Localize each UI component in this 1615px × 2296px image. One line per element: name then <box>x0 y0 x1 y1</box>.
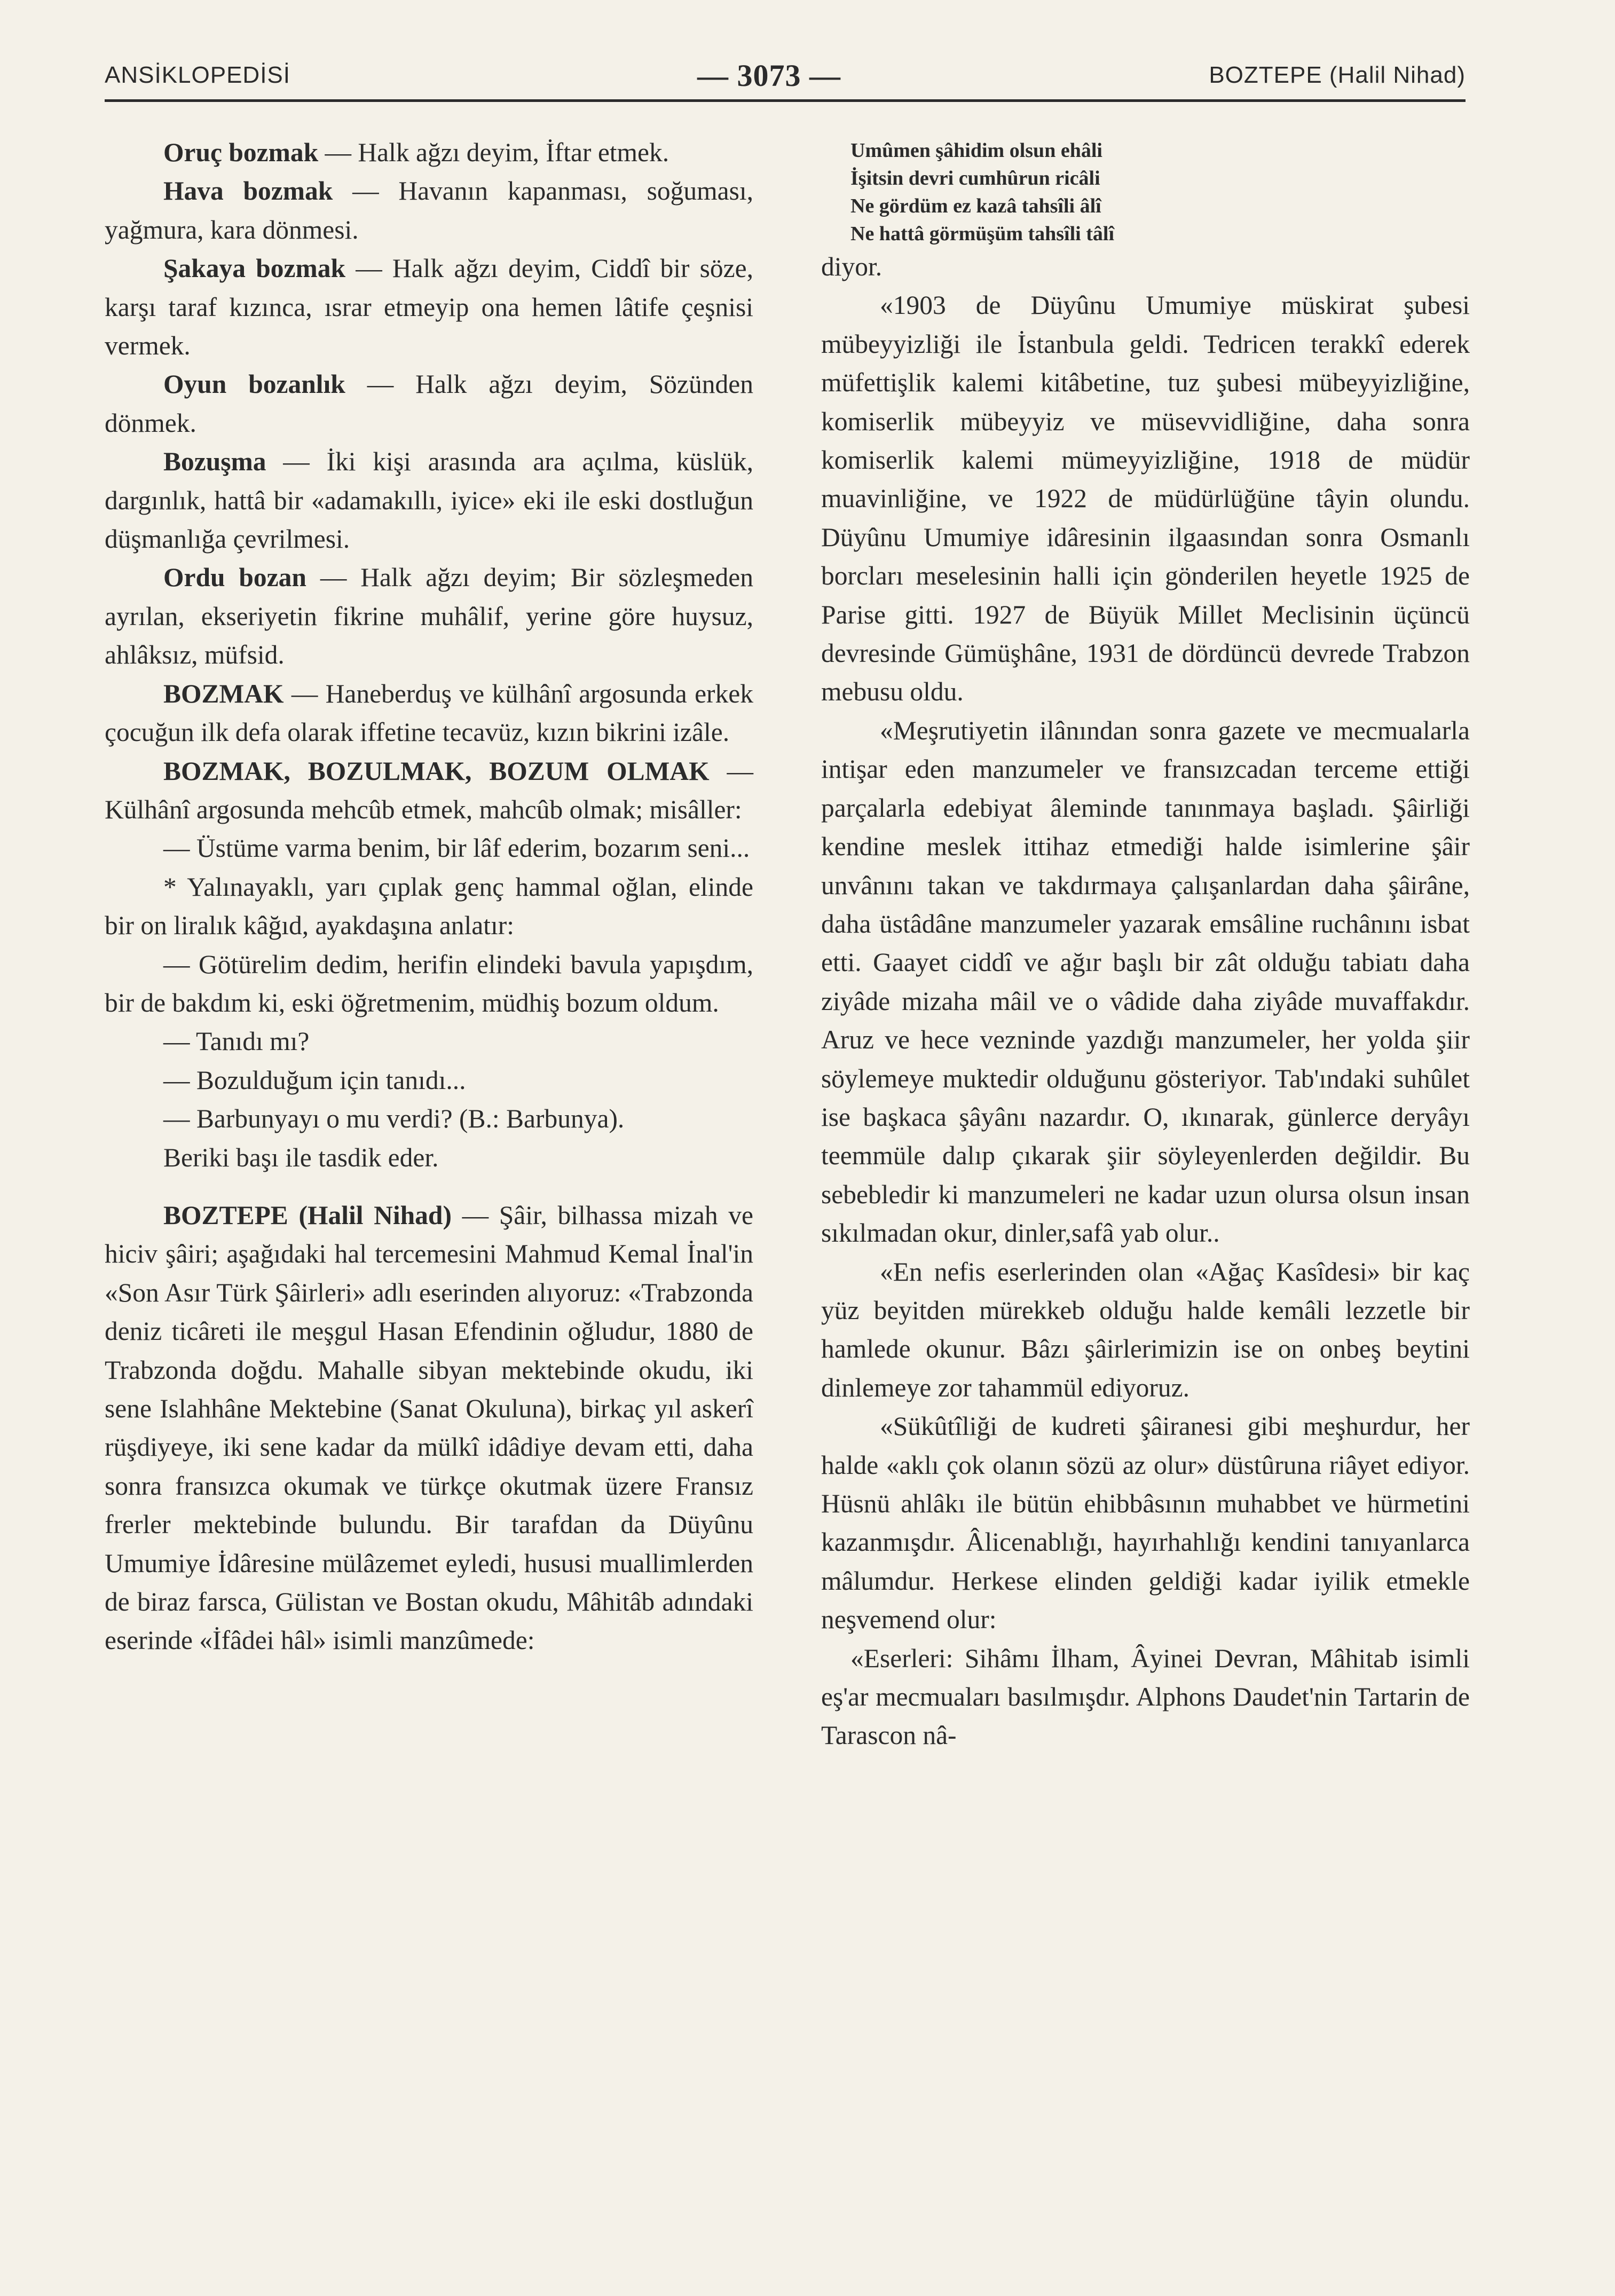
example-line: — Barbunyayı o mu verdi? (B.: Barbunya). <box>163 1104 625 1134</box>
example-line: — Bozulduğum için tanıdı... <box>163 1065 466 1095</box>
poem-line: Ne hattâ görmüşüm tahsîli tâlî <box>850 223 1114 245</box>
entry-text: — Halk ağzı deyim, Ciddî bir söze, karşı taraf kızınca, ısrar etmeyip ona hemen lâtife çeşnisi vermek. <box>105 254 754 361</box>
entry-text: — Halk ağzı deyim; Bir sözleşmeden ayrılan, ekseriyetin fikrine muhâlif, yerine göre huysuz, ahlâksız, müfsid. <box>105 563 753 670</box>
right-column <box>821 133 1470 1755</box>
entry-boztepe <box>105 1196 753 1660</box>
paragraph: «En nefis eserlerinden olan «Ağaç Kasîdesi» bir kaç yüz beyitden mürekkeb olduğu halde kemâli lezzetle bir hamlede okunur. Bâzı şâirlerimizin ise on onbeş beytini dinlemeye zor tahammül ediyoruz. <box>821 1257 1470 1402</box>
paragraph: «1903 de Düyûnu Umumiye müskirat şubesi mübeyyizliği ile İstanbula geldi. Tedricen terakkî ederek müfettişlik kalemi kitâbetine, tuz şubesi mübeyyizliğine, komiserlik mübeyyiz ve müsevvidliğine, daha sonra komiserlik kalemi mümeyyizliğine, 1918 de müdür muavinliğine, ve 1922 de müdürlüğüne tâyin olundu. Düyûnu Umumiye idâresinin ilgaasından sonra Osmanlı borcları meselesinin halli için gönderilen heyetle 1925 de Parise gitti. 1927 de Büyük Millet Meclisinin üçüncü devresinde Gümüşhâne, 1931 de dördüncü devrede Trabzon mebusu oldu. <box>821 290 1470 707</box>
example-line: — Götürelim dedim, herifin elindeki bavula yapışdım, bir de bakdım ki, eski öğretmenim, müdhiş bozum oldum. <box>105 949 753 1017</box>
paragraph: «Sükûtîliği de kudreti şâiranesi gibi meşhurdur, her halde «aklı çok olanın sözü az olur» düstûruna riâyet ediyor. Hüsnü ahlâkı ile bütün ehibbâsının muhabbet ve hürmetini kazanmışdır. Âlicenablığı, hayırhahlığı kendini tanıyanlarca mâlumdur. Herkese elinden geldiği kadar iyilik etmekle neşvemend olur: <box>821 1411 1470 1635</box>
entry-term: BOZTEPE (Halil Nihad) <box>163 1200 452 1230</box>
entry-term: Şakaya bozmak <box>163 254 346 283</box>
entry-bozmak <box>105 675 753 752</box>
page-number: — 3073 — <box>697 58 841 93</box>
poem-line: Umûmen şâhidim olsun ehâli <box>850 139 1102 162</box>
poem-line: Ne gördüm ez kazâ tahsîli âlî <box>850 195 1101 217</box>
spacer <box>105 1177 753 1196</box>
entry-term: Hava bozmak <box>163 176 333 206</box>
paragraph: diyor. <box>821 252 883 281</box>
header-entry: BOZTEPE (Halil Nihad) <box>1209 62 1466 88</box>
entry-text: — Külhânî argosunda mehcûb etmek, mahcûb olmak; misâller: <box>105 756 753 824</box>
entry-term: Ordu bozan <box>163 563 306 593</box>
example-line: Beriki başı ile tasdik eder. <box>163 1142 439 1172</box>
paragraph: «Eserleri: Sihâmı İlham, Âyinei Devran, Mâhitab isimli eş'ar mecmuaları basılmışdır. Alphons Daudet'nin Tartarin de Tarascon nâ- <box>821 1643 1470 1750</box>
poem-line: İşitsin devri cumhûrun ricâli <box>850 167 1100 190</box>
page-header <box>105 53 1466 101</box>
example-line: — Üstüme varma benim, bir lâf ederim, bozarım seni... <box>163 833 750 863</box>
entry-text: — Havanın kapanması, soğuması, yağmura, kara dönmesi. <box>105 176 753 244</box>
entry-text: — Şâir, bilhassa mizah ve hiciv şâiri; aşağıdaki hal tercemesini Mahmud Kemal İnal'in «Son Asır Türk Şâirleri» adlı eserinden alıyoruz: «Trabzonda deniz ticâreti ile meşgul Hasan Efendinin oğludur, 1880 de Trabzonda doğdu. Mahalle sibyan mektebinde okudu, iki sene Islahhâne Mektebine (Sanat Okuluna), birkaç yıl askerî rüşdiyeye, iki sene kadar da mülkî idâdiye devam etti, daha sonra fransızca okumak ve türkçe okutmak üzere Fransız frerler mektebinde bulundu. Bir tarafdan da Düyûnu Umumiye İdâresine mülâzemet eyledi, hususi muallimlerden de biraz farsca, Gülistan ve Bostan okudu, Mâhitâb adındaki eserinde «İfâdei hâl» isimli manzûmede: <box>105 1200 753 1655</box>
entry-bozusma <box>105 443 753 558</box>
entry-oruc-bozmak <box>105 133 753 172</box>
header-rule <box>105 99 1466 102</box>
entry-oyun-bozanlik <box>105 365 753 443</box>
entry-term: BOZMAK, BOZULMAK, BOZUM OLMAK <box>163 756 710 786</box>
left-column <box>105 133 753 1660</box>
entry-text: — Halk ağzı deyim, Sözünden dönmek. <box>105 369 753 438</box>
entry-text: — İki kişi arasında ara açılma, küslük, dargınlık, hattâ bir «adamakıllı, iyice» eki ile eski dostluğun düşmanlığa çevrilmesi. <box>105 447 753 554</box>
entry-bozum-olmak <box>105 752 753 830</box>
example-line: * Yalınayaklı, yarı çıplak genç hammal oğlan, elinde bir on liralık kâğıd, ayakdaşına anlatır: <box>105 872 753 941</box>
entry-term: Oyun bozanlık <box>163 369 345 399</box>
paragraph: «Meşrutiyetin ilânından sonra gazete ve mecmualarla intişar eden manzumeler ve fransızcadan terceme ettiği parçalarla edebiyat âleminde tanınmaya başladı. Şâirliği kendine meslek ittihaz etmediği halde isimlerine şâir unvânını takan ve takdırmaya çalışanlardan daha şâirâne, daha üstâdâne manzumeler yazarak emsâline ruchânını isbat etti. Gaayet ciddî ve ağır başlı bir zât olduğu tabiatı daha ziyâde mizaha mâil ve o vâdide daha ziyâde muvaffakdır. Aruz ve hece vezninde yazdığı manzumeler, her yolda şiir söylemeye muktedir olduğunu gösteriyor. Tab'ındaki suhûlet ise başkaca şâyânı nazardır. O, ıkınarak, günlerce deryâyı teemmüle dalıp çıkarak şiir söyleyenlerden değildir. Bu sebebledir ki manzumeleri ne kadar uzun olursa olsun insan sıkılmadan okur, dinler,safâ yab olur.. <box>821 715 1470 1248</box>
example-line: — Tanıdı mı? <box>163 1027 310 1056</box>
entry-hava-bozmak <box>105 172 753 249</box>
entry-term: Bozuşma <box>163 447 266 477</box>
header-title: ANSİKLOPEDİSİ <box>105 62 291 88</box>
entry-term: Oruç bozmak <box>163 138 319 167</box>
entry-ordu-bozan <box>105 558 753 674</box>
poem-block <box>821 137 1470 248</box>
entry-term: BOZMAK <box>163 678 284 708</box>
entry-sakaya-bozmak <box>105 249 753 365</box>
entry-text: — Halk ağzı deyim, İftar etmek. <box>318 138 669 167</box>
entry-text: — Haneberduş ve külhânî argosunda erkek çocuğun ilk defa olarak iffetine tecavüz, kızın bikrini izâle. <box>105 678 753 747</box>
